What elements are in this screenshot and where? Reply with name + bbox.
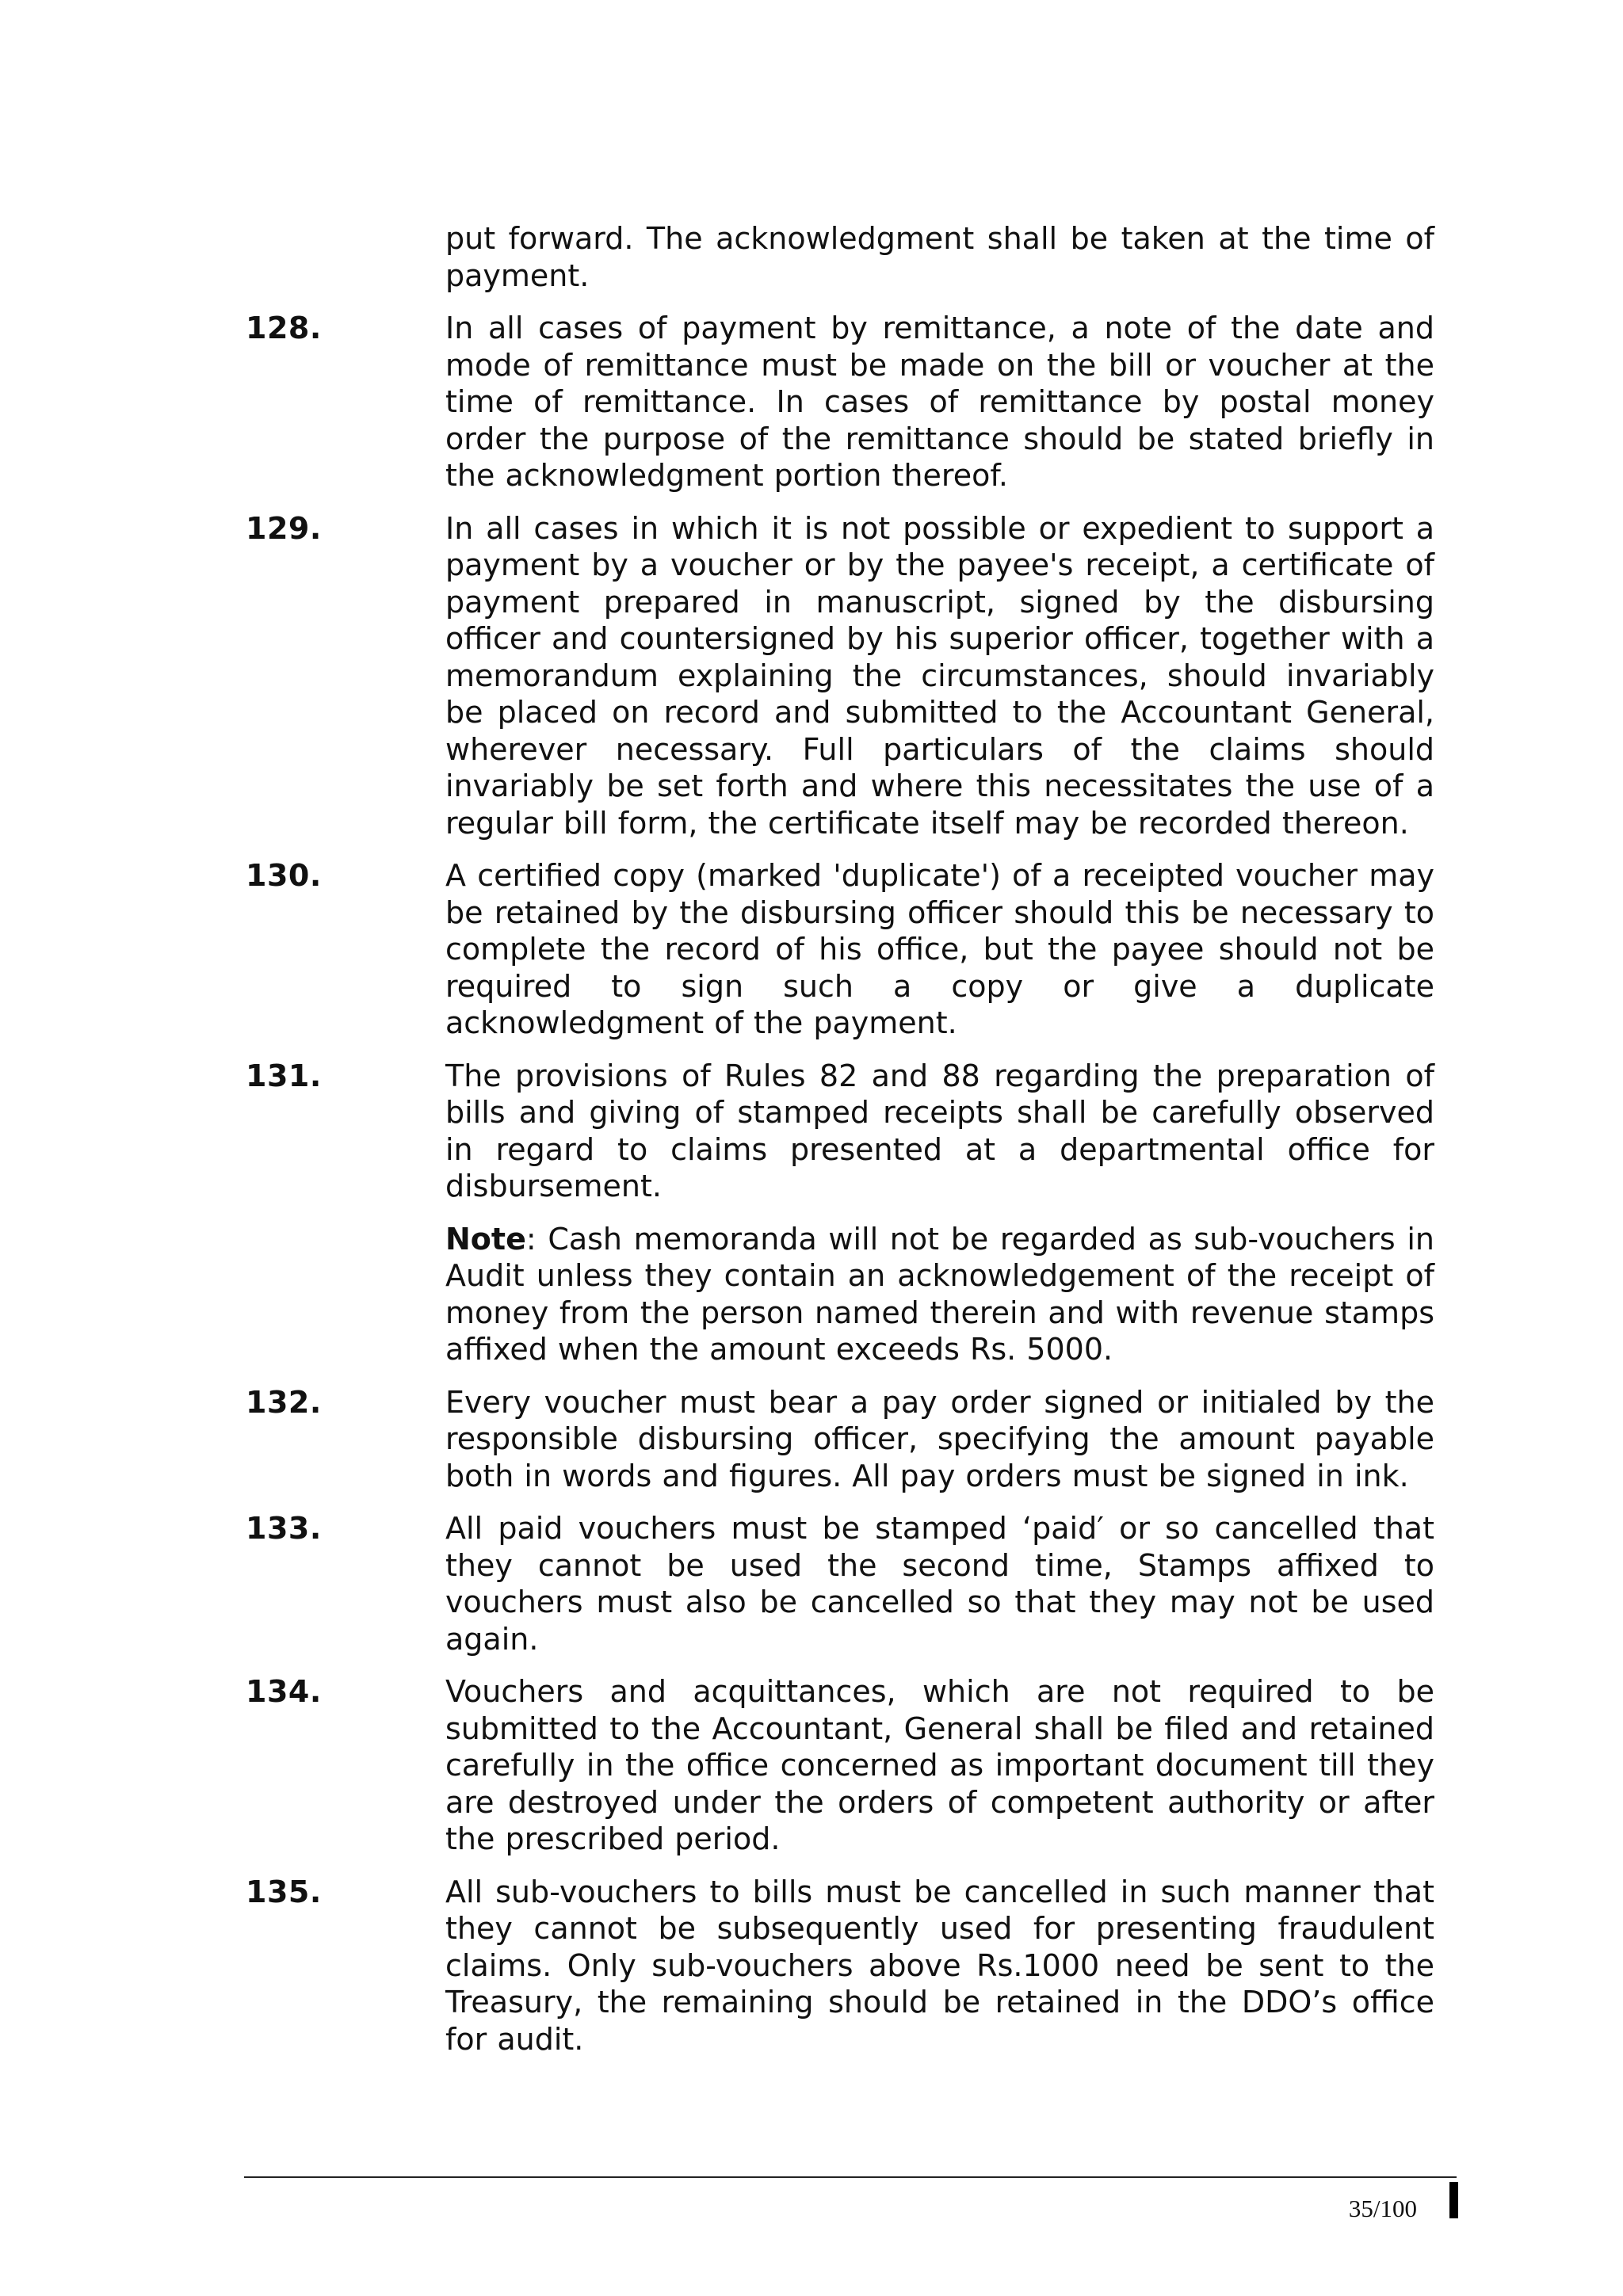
paragraph-text: All sub-vouchers to bills must be cancelled in such manner that they cannot be subsequently used for presenting fraudulent claims. Only sub-vouchers above Rs.1000 need be sent to the Treasury, the remaining should be retained in the DDO’s office for audit. <box>445 1874 1434 2057</box>
paragraph-132 <box>246 1384 1434 1495</box>
page-number: 35/100 <box>1348 2195 1417 2222</box>
paragraph-text: A certified copy (marked 'duplicate') of a receipted voucher may be retained by the disbursing officer should this be necessary to complete the record of his office, but the payee should not be required to sign such a copy or give a duplicate acknowledgment of the payment. <box>445 858 1434 1040</box>
paragraph-number: 134. <box>246 1674 322 1709</box>
paragraph-131 <box>246 1058 1434 1368</box>
paragraph-continuation <box>246 220 1434 294</box>
paragraph-text: Every voucher must bear a pay order signed or initialed by the responsible disbursing officer, specifying the amount payable both in words and figures. All pay orders must be signed in ink. <box>445 1384 1434 1493</box>
paragraph-number: 132. <box>246 1384 322 1420</box>
paragraph-134 <box>246 1673 1434 1858</box>
paragraph-text: Vouchers and acquittances, which are not required to be submitted to the Accountant, General shall be filed and retained carefully in the office concerned as important document till they are destroyed under the orders of competent authority or after the prescribed period. <box>445 1674 1434 1856</box>
paragraph-text: put forward. The acknowledgment shall be taken at the time of payment. <box>445 221 1434 293</box>
paragraph-text: All paid vouchers must be stamped ‘paid′ or so cancelled that they cannot be used the second time, Stamps affixed to vouchers must also be cancelled so that they may not be used again. <box>445 1511 1434 1657</box>
paragraph-number: 130. <box>246 858 322 893</box>
paragraph-number: 128. <box>246 311 322 345</box>
paragraph-128 <box>246 310 1434 494</box>
paragraph-number: 135. <box>246 1874 322 1909</box>
paragraph-number: 131. <box>246 1058 322 1093</box>
paragraph-129 <box>246 510 1434 842</box>
paragraph-number: 129. <box>246 510 322 546</box>
paragraph-133 <box>246 1510 1434 1657</box>
note <box>445 1221 1434 1368</box>
footer-divider <box>244 2176 1457 2178</box>
note-label: Note <box>445 1221 526 1257</box>
paragraph-text: In all cases in which it is not possible or expedient to support a payment by a voucher or by the payee's receipt, a certificate of payment prepared in manuscript, signed by the disbursing officer and countersigned by his superior officer, together with a memorandum explaining the circumstances, should invariably be placed on record and submitted to the Accountant General, wherever necessary. Full particulars of the claims should invariably be set forth and where this necessitates the use of a regular bill form, the certificate itself may be recorded thereon. <box>445 510 1434 841</box>
paragraph-number: 133. <box>246 1511 322 1546</box>
paragraph-text: The provisions of Rules 82 and 88 regarding the preparation of bills and giving of stamped receipts shall be carefully observed in regard to claims presented at a departmental office for disbursement. <box>445 1058 1434 1203</box>
paragraph-130 <box>246 857 1434 1042</box>
document-body <box>246 220 1434 2073</box>
footer-bar-mark <box>1449 2182 1458 2218</box>
paragraph-text: In all cases of payment by remittance, a note of the date and mode of remittance must be made on the bill or voucher at the time of remittance. In cases of remittance by postal money order the purpose of the remittance should be stated briefly in the acknowledgment portion thereof. <box>445 311 1434 493</box>
note-text: : Cash memoranda will not be regarded as sub-vouchers in Audit unless they contain an acknowledgement of the receipt of money from the person named therein and with revenue stamps affixed when the amount exceeds Rs. 5000. <box>445 1221 1434 1367</box>
paragraph-135 <box>246 1874 1434 2058</box>
